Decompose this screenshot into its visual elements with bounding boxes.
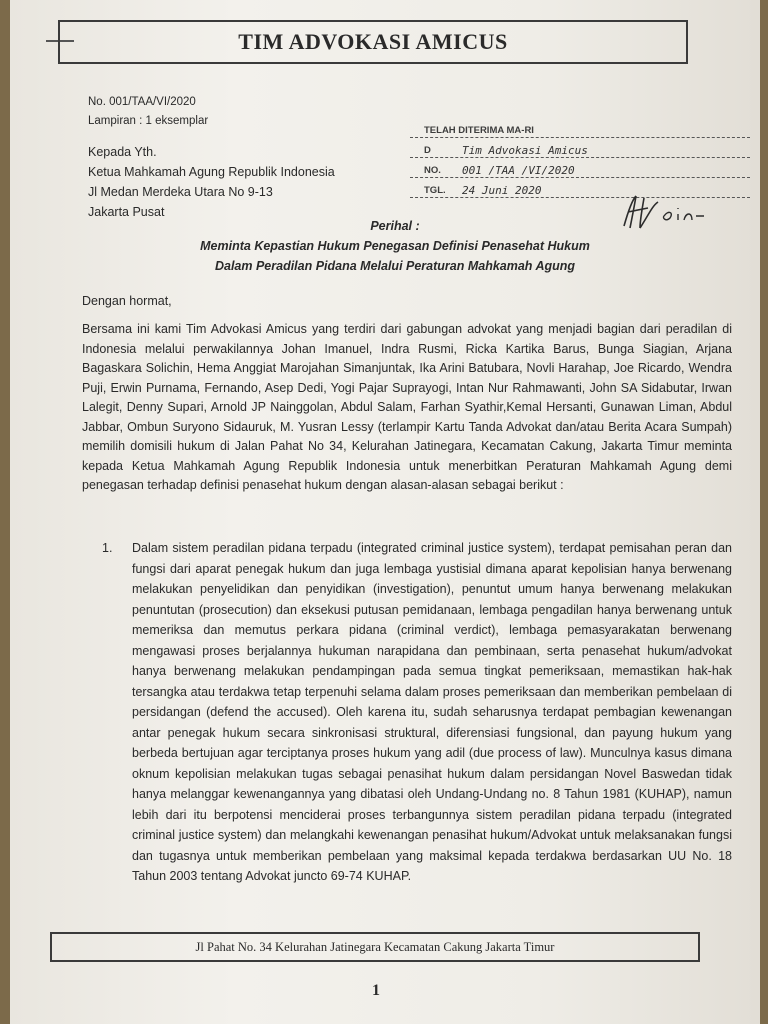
- receipt-row: [410, 140, 750, 158]
- page-number: 1: [372, 982, 380, 999]
- receipt-label: D: [424, 145, 431, 156]
- recipient-block: [88, 142, 335, 222]
- letter-meta: [88, 93, 208, 131]
- receipt-stamp: [410, 120, 750, 200]
- receipt-row: [410, 160, 750, 178]
- letter-number: No. 001/TAA/VI/2020: [88, 96, 196, 108]
- subject-line: Dalam Peradilan Pidana Melalui Peraturan Mahkamah Agung: [214, 259, 576, 273]
- intro-paragraph: Bersama ini kami Tim Advokasi Amicus yang terdiri dari gabungan advokat yang menjadi bagian dari peradilan di Indonesia melalui perwakilannya Johan Imanuel, Indra Rusmi, Ricka Kartika Barus, Bunga Siagian, Arjana Bagaskara Solichin, Hema Anggiat Marojahan Simanjuntak, Ika Arini Batubara, Novli Harahap, Joe Ricardo, Wendra Puji, Erwin Purnama, Fernando, Asep Dedi, Yogi Pajar Suprayogi, Intan Nur Rahmawanti, John SA Sidabutar, Irwan Lalegit, Denny Supari, Arnold JP Nainggolan, Abdul Salam, Farhan Syathir,Kemal Hersanti, Gunawan Liman, Abdul Jabbar, Ombun Suryono Sidauruk, M. Yusran Lessy (terlampir Kartu Tanda Advokat dan/atau Berita Acara Sumpah) memilih domisili hukum di Jalan Pahat No 34, Kelurahan Jatinegara, Kecamatan Cakung, Jakarta Timur meminta kepada Ketua Mahkamah Agung Republik Indonesia untuk menerbitkan Peraturan Mahkamah Agung demi penegasan terhadap definisi penasehat hukum dengan alasan-alasan sebagai berikut :: [82, 322, 732, 492]
- subject-block: [160, 216, 630, 276]
- letterhead-title: TIM ADVOKASI AMICUS: [238, 29, 508, 54]
- subject-line: Meminta Kepastian Hukum Penegasan Definisi Penasehat Hukum: [200, 239, 590, 253]
- receipt-heading-row: [410, 120, 750, 138]
- receipt-value: 001 /TAA /VI/2020: [462, 164, 575, 177]
- list-item-text: Dalam sistem peradilan pidana terpadu (integrated criminal justice system), terdapat pemisahan peran dan fungsi dari aparat penegak hukum dan juga lembaga yustisial dimana aparat kepolisian hanya berwenang melakukan penyelidikan dan penyidikan (investigation), penuntut umum hanya berwenang melakukan penuntutan (prosecution) dan eksekusi putusan pemidanaan, lembaga pengadilan hanya berwenang untuk memeriksa dan memutus perkara pidana (criminal verdict), lembaga pemasyarakatan berwenang mengawasi proses berjalannya hukuman narapidana dan pembinaan, serta penasehat hukum/advokat hanya berwenang melakukan pendampingan pada semua tingkat pemeriksaan, memastikan hak-hak tersangka atau terdakwa tetap terpenuhi selama dalam proses pemeriksaan dan memberikan pembelaan di persidangan (defend the accused). Oleh karena itu, sudah seharusnya terdapat pembagian kewenangan antar penegak hukum secara sinkronisasi struktural, diferensiasi fungsional, dan payung hukum yang berbeda bertujuan agar terciptanya proses hukum yang adil (due process of law). Munculnya kasus dimana oknum kepolisian melakukan tugas sebagai penasihat hukum dalam persidangan Novel Baswedan tidak hanya melanggar kewenangannya yang dibatasi oleh Undang-Undang no. 8 Tahun 1981 (KUHAP), namun lebih dari itu berpotensi menciderai proses terbangunnya sistem peradilan pidana terpadu (integrated criminal justice system) dan melangkahi kewenangan penasihat hukum/Advokat untuk melaksanakan fungsi dan tugasnya untuk memberikan pembelaan yang maksimal kepada terdakwa berdasarkan UU No. 18 Tahun 2003 tentang Advokat juncto 69-74 KUHAP.: [132, 541, 732, 883]
- recipient-line: Jl Medan Merdeka Utara No 9-13: [88, 185, 273, 199]
- footer-address: Jl Pahat No. 34 Kelurahan Jatinegara Kecamatan Cakung Jakarta Timur: [195, 940, 555, 954]
- list-item: [102, 538, 732, 887]
- recipient-line: Kepada Yth.: [88, 145, 157, 159]
- recipient-line: Ketua Mahkamah Agung Republik Indonesia: [88, 165, 335, 179]
- letterhead-box: [58, 20, 688, 64]
- handwritten-signature: [618, 192, 718, 232]
- receipt-heading: TELAH DITERIMA MA-RI: [424, 125, 534, 136]
- letter-page: [10, 0, 760, 1024]
- letter-attachment: Lampiran : 1 eksemplar: [88, 115, 209, 127]
- recipient-line: Jakarta Pusat: [88, 205, 165, 219]
- list-item-number: 1.: [102, 541, 113, 555]
- salutation: Dengan hormat,: [82, 294, 172, 308]
- subject-label: Perihal :: [370, 219, 420, 233]
- receipt-label: TGL.: [424, 185, 446, 196]
- receipt-label: NO.: [424, 165, 441, 176]
- receipt-value: 24 Juni 2020: [462, 184, 542, 197]
- footer-box: [50, 932, 700, 962]
- receipt-value: Tim Advokasi Amicus: [462, 144, 588, 157]
